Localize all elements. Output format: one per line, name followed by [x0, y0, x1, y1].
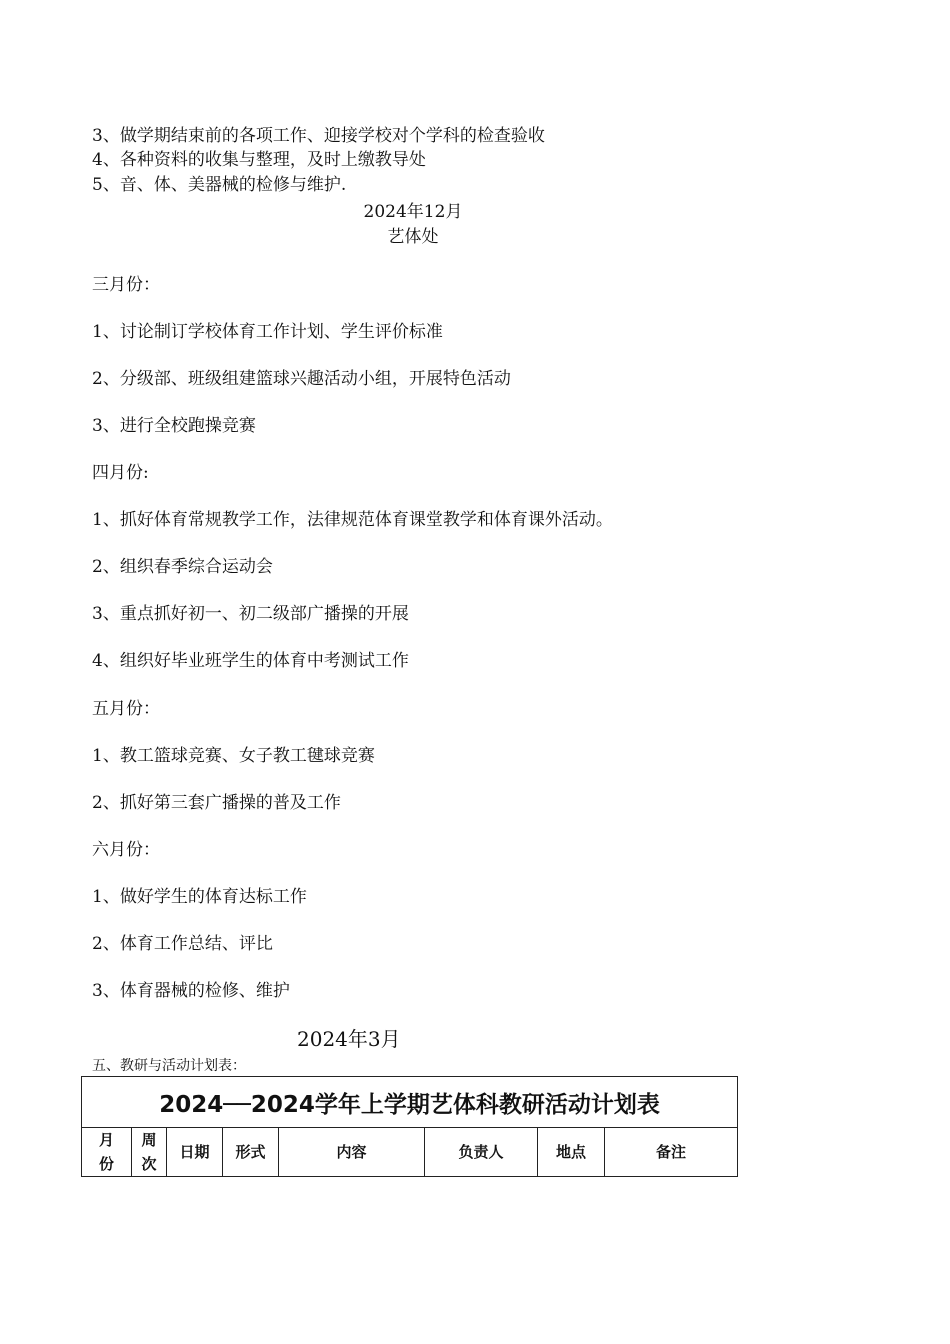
list-item: 1、做好学生的体育达标工作: [92, 887, 307, 907]
table-caption: 五、教研与活动计划表：: [92, 1058, 246, 1074]
header-week: [132, 1128, 167, 1177]
header-place: 地点: [538, 1128, 605, 1177]
signature-dept: 艺体处: [387, 227, 439, 247]
section-heading-may: 五月份：: [92, 699, 160, 719]
list-item: 2、抓好第三套广播操的普及工作: [92, 793, 341, 813]
section-heading-march: 三月份：: [92, 275, 160, 295]
list-item: 3、进行全校跑操竞赛: [92, 416, 256, 436]
list-item: 4、各种资料的收集与整理，及时上缴教导处: [92, 150, 426, 170]
header-form: 形式: [223, 1128, 279, 1177]
header-month-line1: 月: [98, 1131, 114, 1149]
table-header-row: [82, 1128, 738, 1177]
list-item: 1、抓好体育常规教学工作，法律规范体育课堂教学和体育课外活动。: [92, 510, 613, 530]
header-note: 备注: [605, 1128, 738, 1177]
activity-plan-table: [81, 1076, 738, 1177]
header-date: 日期: [167, 1128, 223, 1177]
table-title: 2024──2024学年上学期艺体科教研活动计划表: [82, 1077, 738, 1128]
list-item: 2、体育工作总结、评比: [92, 934, 273, 954]
list-item: 5、音、体、美器械的检修与维护.: [92, 175, 347, 195]
header-week-line2: 次: [141, 1155, 157, 1173]
section-heading-april: 四月份:: [92, 463, 149, 483]
list-item: 3、体育器械的检修、维护: [92, 981, 290, 1001]
signature-date: 2024年12月: [363, 202, 463, 222]
list-item: 1、讨论制订学校体育工作计划、学生评价标准: [92, 322, 443, 342]
header-content: 内容: [279, 1128, 425, 1177]
header-owner: 负责人: [425, 1128, 538, 1177]
header-week-line1: 周: [141, 1131, 157, 1149]
header-month-line2: 份: [98, 1155, 114, 1173]
plan-date: 2024年3月: [297, 1027, 401, 1051]
section-heading-june: 六月份：: [92, 840, 160, 860]
list-item: 2、分级部、班级组建篮球兴趣活动小组，开展特色活动: [92, 369, 511, 389]
list-item: 2、组织春季综合运动会: [92, 557, 273, 577]
list-item: 4、组织好毕业班学生的体育中考测试工作: [92, 651, 409, 671]
header-month: [82, 1128, 132, 1177]
list-item: 1、教工篮球竞赛、女子教工毽球竞赛: [92, 746, 375, 766]
list-item: 3、做学期结束前的各项工作、迎接学校对个学科的检查验收: [92, 126, 545, 146]
list-item: 3、重点抓好初一、初二级部广播操的开展: [92, 604, 409, 624]
